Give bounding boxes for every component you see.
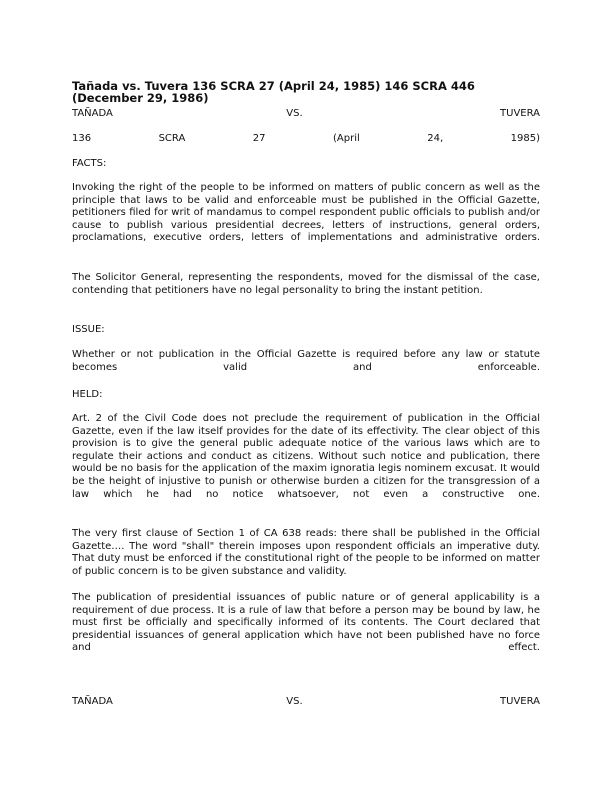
caption-versus: VS. [286,108,303,119]
case-title: Tañada vs. Tuvera 136 SCRA 27 (April 24, 1985) 146 SCRA 446 (December 29, 1986) [72,79,475,105]
citation-word: 1985) [510,133,540,144]
issue-heading: ISSUE: [72,324,105,335]
citation-word: 27 [252,133,266,144]
citation-word: 24, [427,133,444,144]
held-heading: HELD: [72,389,103,400]
footer-petitioner: TAÑADA [72,696,113,707]
citation-line [72,132,540,145]
footer-respondent: TUVERA [500,696,540,707]
footer-caption [72,695,540,708]
facts-paragraph-2: The Solicitor General, representing the respondents, moved for the dismissal of the case, contending that petitioners have no legal personality to bring the instant petition. [72,272,540,296]
caption-respondent: TUVERA [500,108,540,119]
footer-versus: VS. [286,696,303,707]
citation-word: 136 [72,133,92,144]
held-paragraph-3: The publication of presidential issuances of public nature or of general applicability is a requirement of due process. It is a rule of law that before a person may be bound by law, he must first be officially and specifically informed of its contents. The Court declared that presidential issuances of general application which have not been published have no force and effect. [72,592,540,654]
issue-paragraph: Whether or not publication in the Official Gazette is required before any law or statute becomes valid and enforceable. [72,349,540,373]
case-caption [72,107,540,120]
caption-petitioner: TAÑADA [72,108,113,119]
citation-word: SCRA [158,133,186,144]
facts-paragraph-1: Invoking the right of the people to be informed on matters of public concern as well as the principle that laws to be valid and enforceable must be published in the Official Gazette, petitioners filed for writ of mandamus to compel respondent public officials to publish and/or cause to publish various presidential decrees, letters of instructions, general orders, proclamations, executive orders, letters of implementations and administrative orders. [72,182,540,244]
facts-heading: FACTS: [72,158,107,169]
held-paragraph-2: The very first clause of Section 1 of CA 638 reads: there shall be published in the Official Gazette…. The word "shall" therein imposes upon respondent officials an imperative duty. That duty must be enforced if the constitutional right of the people to be informed on matter of public concern is to be given substance and validity. [72,528,540,577]
held-paragraph-1: Art. 2 of the Civil Code does not preclude the requirement of publication in the Official Gazette, even if the law itself provides for the date of its effectivity. The clear object of this provision is to give the general public adequate notice of the various laws which are to regulate their actions and conduct as citizens. Without such notice and publication, there would be no basis for the application of the maxim ignoratia legis nominem excusat. It would be the height of injustive to punish or otherwise burden a citizen for the transgression of a law which he had no notice whatsoever, not even a constructive one. [72,413,540,500]
citation-word: (April [333,133,360,144]
